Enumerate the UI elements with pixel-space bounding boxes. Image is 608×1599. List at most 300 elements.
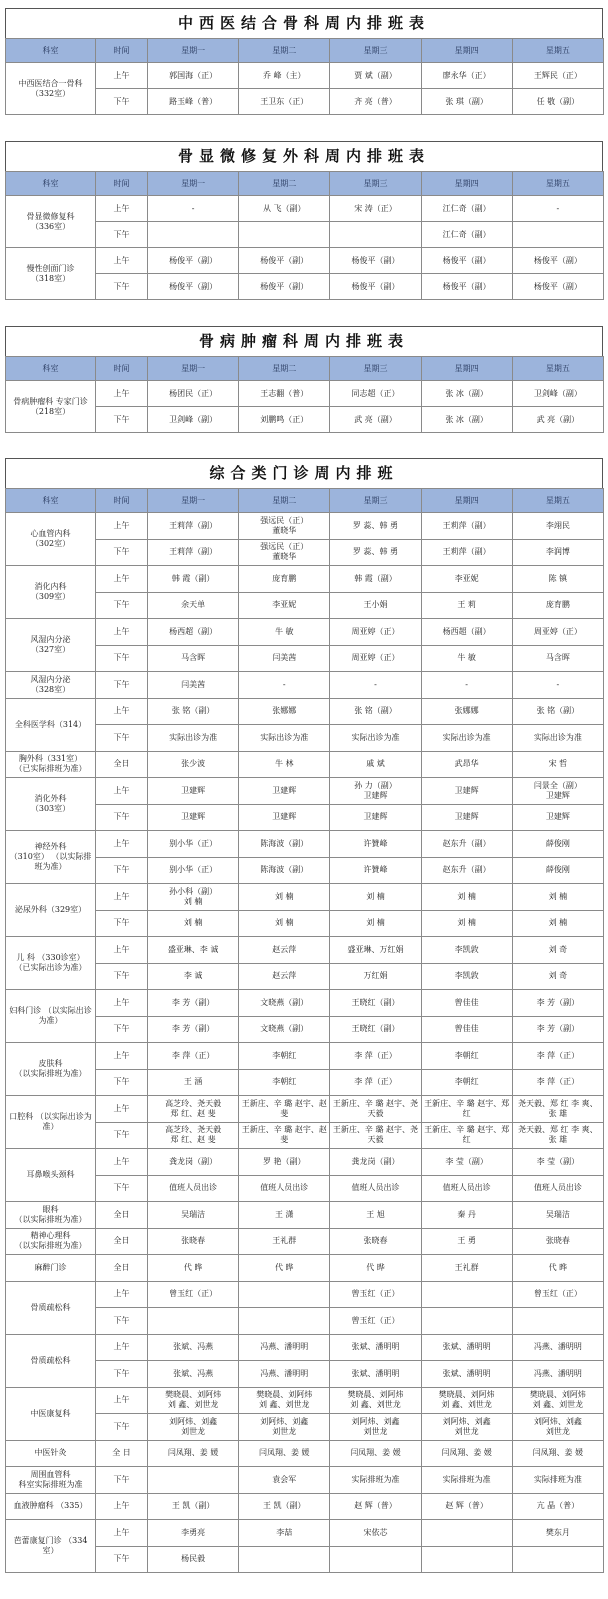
doctor-cell: 盛亚琳、李 诚 [148,937,239,964]
doctor-cell: - [512,672,603,699]
doctor-cell: 庞育鹏 [512,592,603,619]
doctor-cell: 刘 楠 [512,884,603,911]
doctor-cell: 王莉萍（副） [421,513,512,540]
doctor-cell: 值班人员出诊 [330,1175,421,1202]
time-cell: 下午 [96,725,148,752]
column-header: 星期三 [330,39,421,63]
doctor-cell: 杨民毅 [148,1546,239,1573]
doctor-cell: 王莉萍（副） [421,539,512,566]
time-cell: 上午 [96,1096,148,1123]
doctor-cell: 闫凤翔、姜 媛 [239,1440,330,1467]
table-row [6,1069,604,1096]
doctor-cell: 冯燕、潘明明 [512,1361,603,1388]
doctor-cell: 代 晔 [239,1255,330,1282]
doctor-cell: 牛 敏 [421,645,512,672]
table-row [6,857,604,884]
time-cell: 上午 [96,1493,148,1520]
doctor-cell: 赵云萍 [239,963,330,990]
doctor-cell: 实际排班为准 [330,1467,421,1494]
doctor-cell: 卫建辉 [148,778,239,805]
time-cell: 下午 [96,274,148,300]
doctor-cell: 刘 楠 [421,910,512,937]
time-cell: 全日 [96,751,148,778]
doctor-cell: 从 飞（副） [239,196,330,222]
column-header: 星期一 [148,357,239,381]
time-cell: 下午 [96,407,148,433]
doctor-cell: 强远民（正） 董晓华 [239,539,330,566]
department-cell: 皮肤科 （以实际排班为准） [6,1043,96,1096]
doctor-cell: 张 琪（副） [421,89,512,115]
doctor-cell: 李润博 [512,539,603,566]
doctor-cell: 赵 辉（普） [421,1493,512,1520]
time-cell: 下午 [96,1069,148,1096]
department-cell: 眼科 （以实际排班为准） [6,1202,96,1229]
time-cell: 下午 [96,1175,148,1202]
schedule-section [5,141,603,300]
doctor-cell: 王晓红（副） [330,1016,421,1043]
doctor-cell: 张斌、潘明明 [421,1361,512,1388]
doctor-cell: 代 晔 [148,1255,239,1282]
doctor-cell: 樊晓晨、刘阿炜 刘 鑫、刘世龙 [148,1387,239,1414]
doctor-cell: 刘阿炜、刘鑫 刘世龙 [148,1414,239,1441]
doctor-cell: 杨俊平（副） [421,274,512,300]
column-header: 科室 [6,357,96,381]
doctor-cell: 李凯敦 [421,937,512,964]
doctor-cell: 张 铭（副） [330,698,421,725]
department-cell: 全科医学科（314） [6,698,96,751]
doctor-cell: 王礼群 [239,1228,330,1255]
doctor-cell: 杨俊平（副） [330,274,421,300]
doctor-cell: 武 亮（副） [512,407,603,433]
doctor-cell: 曾佳佳 [421,990,512,1017]
doctor-cell: 尧天毅、郑 红 李 爽、张 雄 [512,1096,603,1123]
doctor-cell: 李喆 [239,1520,330,1547]
doctor-cell: 宋依芯 [330,1520,421,1547]
doctor-cell: 陈海波（副） [239,831,330,858]
time-cell: 下午 [96,804,148,831]
column-header: 星期四 [421,489,512,513]
column-header: 星期二 [239,489,330,513]
time-cell: 上午 [96,1387,148,1414]
doctor-cell: 王新庄、辛 璐 赵宇、尧天毅 [330,1122,421,1149]
doctor-cell [330,1546,421,1573]
doctor-cell: 杨俊平（副） [239,248,330,274]
column-header: 星期四 [421,39,512,63]
schedule-table [5,38,604,115]
doctor-cell: 李朝红 [421,1043,512,1070]
table-row [6,1255,604,1282]
department-cell: 中西医结合一骨科 （332室） [6,63,96,115]
table-row [6,804,604,831]
doctor-cell: 张 铭（副） [512,698,603,725]
column-header: 星期四 [421,357,512,381]
doctor-cell: 武 亮（副） [330,407,421,433]
time-cell: 上午 [96,884,148,911]
department-cell: 心血管内科 （302室） [6,513,96,566]
time-cell: 全日 [96,1255,148,1282]
table-row [6,1096,604,1123]
table-row [6,1016,604,1043]
table-row [6,619,604,646]
section-title: 中西医结合骨科周内排班表 [5,8,603,38]
doctor-cell: 宋 涛（正） [330,196,421,222]
table-row [6,248,604,274]
time-cell: 上午 [96,831,148,858]
doctor-cell: 龚龙岗（副） [148,1149,239,1176]
doctor-cell: 张斌、冯燕 [148,1361,239,1388]
department-cell: 麻醉门诊 [6,1255,96,1282]
doctor-cell: 杨俊平（副） [148,248,239,274]
department-cell: 骨质疏松科 [6,1334,96,1387]
doctor-cell: 实际出诊为准 [330,725,421,752]
table-row [6,513,604,540]
doctor-cell: 赵东升（副） [421,857,512,884]
schedule-section [5,458,603,1573]
doctor-cell: 刘阿炜、刘鑫 刘世龙 [512,1414,603,1441]
doctor-cell: 卫建辉 [421,778,512,805]
doctor-cell: 江仁奇（副） [421,196,512,222]
doctor-cell: 王新庄、辛 璐 赵宇、郑 红 [421,1096,512,1123]
doctor-cell: 王志翻（普） [239,381,330,407]
doctor-cell: 李 萍（正） [512,1069,603,1096]
doctor-cell: 杨俊平（副） [330,248,421,274]
department-cell: 妇科门诊 （以实际出诊为准） [6,990,96,1043]
doctor-cell: 任 敬（副） [512,89,603,115]
doctor-cell: 张 铭（副） [148,698,239,725]
department-cell: 泌尿外科（329室） [6,884,96,937]
time-cell: 下午 [96,1122,148,1149]
section-title: 骨病肿瘤科周内排班表 [5,326,603,356]
doctor-cell: 罗 艳（副） [239,1149,330,1176]
doctor-cell [421,1520,512,1547]
time-cell: 下午 [96,1414,148,1441]
doctor-cell: 张晓春 [330,1228,421,1255]
doctor-cell: 赵云萍 [239,937,330,964]
column-header: 星期三 [330,489,421,513]
time-cell: 下午 [96,539,148,566]
doctor-cell: 闫景全（副） 卫建辉 [512,778,603,805]
doctor-cell [421,1546,512,1573]
doctor-cell: 实际出诊为准 [421,725,512,752]
table-row [6,1520,604,1547]
table-row [6,196,604,222]
doctor-cell: 盛亚琳、万红娟 [330,937,421,964]
doctor-cell: 王新庄、辛 璐 赵宇、赵 斐 [239,1096,330,1123]
doctor-cell [512,1308,603,1335]
doctor-cell: 刘 楠 [330,910,421,937]
column-header: 星期三 [330,357,421,381]
doctor-cell [239,222,330,248]
table-row [6,672,604,699]
table-row [6,1149,604,1176]
doctor-cell: 陈海波（副） [239,857,330,884]
section-title: 综合类门诊周内排班 [5,458,603,488]
doctor-cell: 王 凯（副） [148,1493,239,1520]
doctor-cell: 卫建辉 [330,804,421,831]
doctor-cell [421,1281,512,1308]
doctor-cell: 王礼群 [421,1255,512,1282]
doctor-cell: 赵 辉（普） [330,1493,421,1520]
table-row [6,1308,604,1335]
doctor-cell: 王 旭 [330,1202,421,1229]
department-cell: 消化外科 （303室） [6,778,96,831]
doctor-cell: 王辉民（正） [512,63,603,89]
department-cell: 风湿内分泌 （328室） [6,672,96,699]
doctor-cell: 张斌、潘明明 [330,1334,421,1361]
table-row [6,698,604,725]
doctor-cell: 卫建辉 [239,778,330,805]
doctor-cell: 刘 楠 [239,884,330,911]
doctor-cell: 实际排班为准 [512,1467,603,1494]
doctor-cell: 李亚妮 [239,592,330,619]
doctor-cell: 曾玉红（正） [330,1308,421,1335]
column-header: 星期五 [512,489,603,513]
doctor-cell: 李 萍（正） [330,1069,421,1096]
doctor-cell: 刘 奇 [512,937,603,964]
time-cell: 上午 [96,990,148,1017]
doctor-cell: 张斌、潘明明 [421,1334,512,1361]
doctor-cell: 许贊峰 [330,831,421,858]
doctor-cell: 强远民（正） 董晓华 [239,513,330,540]
doctor-cell: 杨俊平（副） [512,248,603,274]
department-cell: 慢性创面门诊 （318室） [6,248,96,300]
doctor-cell: 实际出诊为准 [148,725,239,752]
department-cell: 骨质疏松科 [6,1281,96,1334]
column-header: 科室 [6,39,96,63]
doctor-cell: 吴瑞洁 [512,1202,603,1229]
doctor-cell: 实际出诊为准 [239,725,330,752]
doctor-cell: 王莉萍（副） [148,513,239,540]
time-cell: 上午 [96,778,148,805]
time-cell: 下午 [96,1361,148,1388]
schedule-table [5,171,604,300]
column-header: 星期五 [512,172,603,196]
time-cell: 上午 [96,1281,148,1308]
doctor-cell: - [512,196,603,222]
department-cell: 中医针灸 [6,1440,96,1467]
doctor-cell: 樊晓晨、刘阿炜 刘 鑫、刘世龙 [421,1387,512,1414]
doctor-cell: 曾玉红（正） [330,1281,421,1308]
table-row [6,1202,604,1229]
department-cell: 口腔科 （以实际出诊为准） [6,1096,96,1149]
department-cell: 风湿内分泌 （327室） [6,619,96,672]
table-row [6,751,604,778]
doctor-cell: 代 晔 [330,1255,421,1282]
doctor-cell: 牛 林 [239,751,330,778]
table-row [6,990,604,1017]
table-row [6,1493,604,1520]
doctor-cell: 李翊民 [512,513,603,540]
doctor-cell: 闫美茜 [239,645,330,672]
doctor-cell: 路玉峰（普） [148,89,239,115]
column-header: 科室 [6,172,96,196]
doctor-cell: 杨西超（副） [421,619,512,646]
doctor-cell: 值班人员出诊 [239,1175,330,1202]
section-title: 骨显微修复外科周内排班表 [5,141,603,171]
doctor-cell: 李 诚 [148,963,239,990]
time-cell: 下午 [96,963,148,990]
department-cell: 骨病肿瘤科 专家门诊（218室） [6,381,96,433]
doctor-cell: 贾 斌（副） [330,63,421,89]
doctor-cell: 尧天毅、郑 红 李 爽、张 雄 [512,1122,603,1149]
table-row [6,1467,604,1494]
doctor-cell: 曾佳佳 [421,1016,512,1043]
doctor-cell: 张 冰（副） [421,407,512,433]
column-header: 星期五 [512,39,603,63]
time-cell: 上午 [96,513,148,540]
time-cell: 上午 [96,566,148,593]
doctor-cell: 张娜娜 [239,698,330,725]
doctor-cell: 马含晖 [148,645,239,672]
doctor-cell: 闫凤翔、姜 媛 [148,1440,239,1467]
table-row [6,1043,604,1070]
table-row [6,1414,604,1441]
doctor-cell: 孙小科（副） 刘 楠 [148,884,239,911]
schedule-section [5,326,603,433]
doctor-cell: 李凯敦 [421,963,512,990]
doctor-cell: 江仁奇（副） [421,222,512,248]
doctor-cell: 文晓燕（副） [239,1016,330,1043]
time-cell: 上午 [96,248,148,274]
doctor-cell: 别小华（正） [148,831,239,858]
doctor-cell: - [239,672,330,699]
table-row [6,725,604,752]
doctor-cell: 卫建辉 [239,804,330,831]
doctor-cell: 闫凤翔、姜 媛 [330,1440,421,1467]
doctor-cell: 李 芳（副） [148,1016,239,1043]
doctor-cell: 代 晔 [512,1255,603,1282]
table-row [6,592,604,619]
doctor-cell: 许贊峰 [330,857,421,884]
doctor-cell: 牛 敏 [239,619,330,646]
doctor-cell: 罗 蕊、韩 勇 [330,513,421,540]
column-header: 星期二 [239,357,330,381]
doctor-cell: 冯燕、潘明明 [512,1334,603,1361]
doctor-cell: 张 冰（副） [421,381,512,407]
doctor-cell: 刘 楠 [330,884,421,911]
doctor-cell: 陈 镇 [512,566,603,593]
doctor-cell [148,1467,239,1494]
doctor-cell [239,1308,330,1335]
time-cell: 全 日 [96,1440,148,1467]
time-cell: 上午 [96,937,148,964]
doctor-cell: 卫建辉 [421,804,512,831]
doctor-cell: 卫建辉 [512,804,603,831]
time-cell: 上午 [96,698,148,725]
table-row [6,89,604,115]
table-row [6,963,604,990]
doctor-cell: 齐 亮（普） [330,89,421,115]
doctor-cell: 文晓燕（副） [239,990,330,1017]
doctor-cell [512,222,603,248]
doctor-cell: 李 萍（正） [512,1043,603,1070]
doctor-cell: 李朝红 [421,1069,512,1096]
table-row [6,884,604,911]
time-cell: 下午 [96,1016,148,1043]
time-cell: 上午 [96,196,148,222]
doctor-cell: 卫剑峰（副） [512,381,603,407]
doctor-cell: 杨俊平（副） [421,248,512,274]
department-cell: 耳鼻喉头颈科 [6,1149,96,1202]
doctor-cell: - [330,672,421,699]
doctor-cell: 万红娟 [330,963,421,990]
column-header: 星期一 [148,489,239,513]
doctor-cell: 值班人员出诊 [512,1175,603,1202]
doctor-cell: 王新庄、辛 璐 赵宇、郑 红 [421,1122,512,1149]
doctor-cell: 刘 楠 [421,884,512,911]
department-cell: 骨显微修复科 （336室） [6,196,96,248]
doctor-cell: 同志超（正） [330,381,421,407]
department-cell: 胸外科（331室） （已实际排班为准） [6,751,96,778]
time-cell: 下午 [96,222,148,248]
doctor-cell: 李朝红 [239,1043,330,1070]
doctor-cell: 李 萍（正） [148,1043,239,1070]
doctor-cell: 李 芳（副） [512,990,603,1017]
department-cell: 神经外科 （310室） （以实际排班为准） [6,831,96,884]
time-cell: 下午 [96,1308,148,1335]
table-row [6,910,604,937]
doctor-cell: 秦 丹 [421,1202,512,1229]
schedule-table [5,356,604,433]
table-row [6,222,604,248]
table-row [6,937,604,964]
doctor-cell: 值班人员出诊 [421,1175,512,1202]
table-row [6,1175,604,1202]
table-row [6,407,604,433]
doctor-cell: 张少波 [148,751,239,778]
doctor-cell: 杨俊平（副） [239,274,330,300]
table-row [6,381,604,407]
time-cell: 上午 [96,1043,148,1070]
time-cell: 下午 [96,89,148,115]
doctor-cell: 杨俊平（副） [148,274,239,300]
column-header: 科室 [6,489,96,513]
department-cell: 芭蕾康复门诊 （334室） [6,1520,96,1573]
doctor-cell: 李 芳（副） [148,990,239,1017]
doctor-cell [239,1281,330,1308]
doctor-cell: 李亚妮 [421,566,512,593]
doctor-cell [148,222,239,248]
doctor-cell: 韩 霞（副） [330,566,421,593]
time-cell: 上午 [96,1149,148,1176]
doctor-cell: 乔 峰（主） [239,63,330,89]
doctor-cell: 张斌、潘明明 [330,1361,421,1388]
doctor-cell: 刘阿炜、刘鑫 刘世龙 [239,1414,330,1441]
column-header: 星期二 [239,172,330,196]
doctor-cell: 庞育鹏 [239,566,330,593]
doctor-cell: 李朝红 [239,1069,330,1096]
doctor-cell: 闫美茜 [148,672,239,699]
department-cell: 血液肿瘤科 （335） [6,1493,96,1520]
department-cell: 儿 科 （330诊室） （已实际出诊为准） [6,937,96,990]
doctor-cell: 赵东升（副） [421,831,512,858]
time-cell: 下午 [96,592,148,619]
doctor-cell: 曾玉红（正） [148,1281,239,1308]
doctor-cell: 孙 力（副） 卫建辉 [330,778,421,805]
doctor-cell: 刘阿炜、刘鑫 刘世龙 [421,1414,512,1441]
doctor-cell: 王新庄、辛 璐 赵宇、赵 斐 [239,1122,330,1149]
column-header: 时间 [96,39,148,63]
doctor-cell: 实际出诊为准 [512,725,603,752]
table-row [6,539,604,566]
doctor-cell: 张娜娜 [421,698,512,725]
doctor-cell: 王 勇 [421,1228,512,1255]
doctor-cell: 周亚婷（正） [330,645,421,672]
department-cell: 消化内科 （309室） [6,566,96,619]
doctor-cell: 闫凤翔、姜 媛 [512,1440,603,1467]
doctor-cell: - [148,196,239,222]
table-row [6,63,604,89]
